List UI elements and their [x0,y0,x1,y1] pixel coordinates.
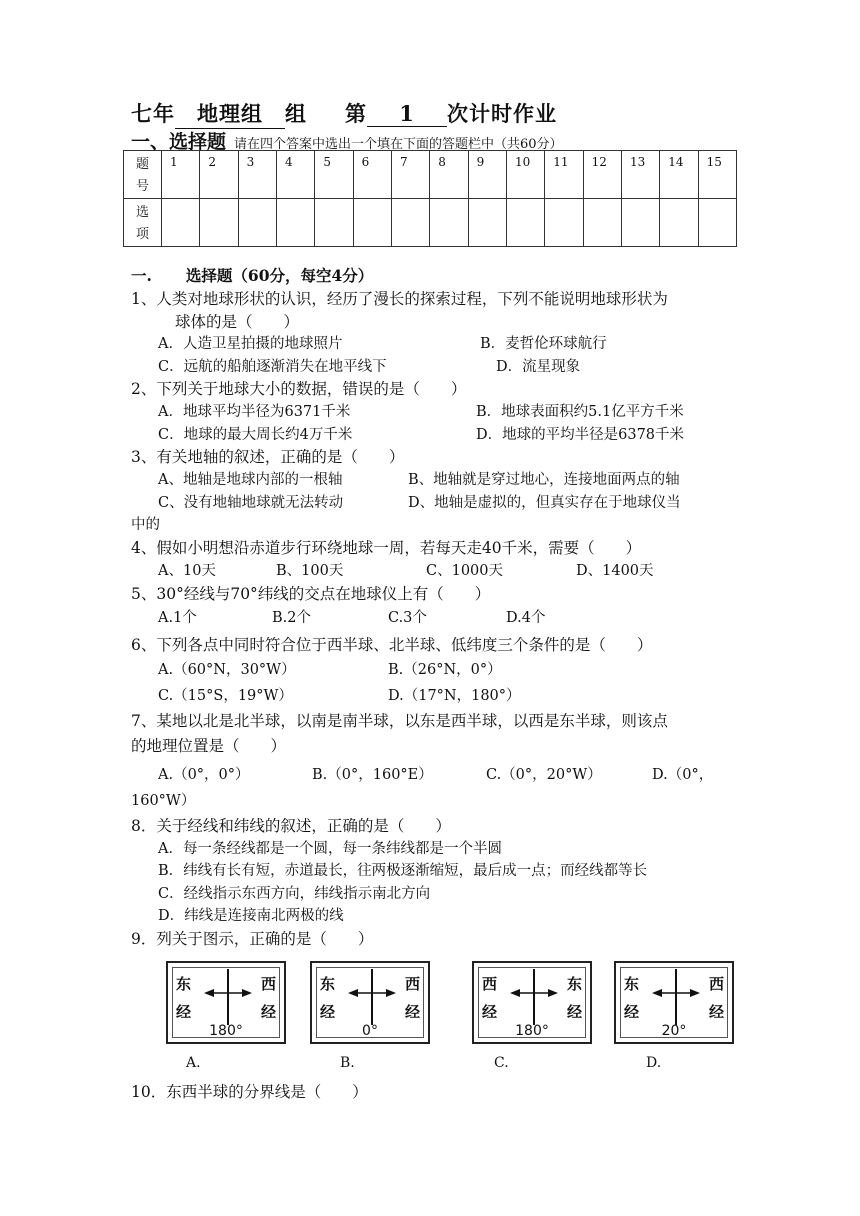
question-3-option-d: D、地轴是虚拟的，但真实存在于地球仪当 [408,495,681,511]
diagram-label-a: A. [186,1055,201,1071]
question-8-option-d: D．纬线是连接南北两极的线 [158,908,344,924]
question-7-stem: 7、某地以北是北半球，以南是南半球，以东是西半球，以西是东半球，则该点 [131,712,668,730]
page-title [131,98,557,129]
answer-number-cell: 13 [621,151,659,199]
question-1-stem: 1、人类对地球形状的认识，经历了漫长的探索过程，下列不能说明地球形状为 [131,290,668,308]
answer-table-option-row [124,199,737,247]
answer-cell[interactable] [583,199,621,247]
answer-cell[interactable] [238,199,276,247]
answer-cell[interactable] [506,199,544,247]
diagram-left-bottom-char: 经 [320,1003,336,1021]
question-6-option-b: B.（26°N，0°） [388,662,502,678]
diagram-degree: 20° [661,1023,687,1039]
diagram-right-bottom-char: 经 [404,1003,420,1021]
longitude-diagram-d [614,961,734,1044]
diagram-right-bottom-char: 经 [260,1003,276,1021]
question-4-option-a: A、10天 [158,563,216,579]
diagram-right-top-char: 东 [566,975,582,993]
diagram-right-top-char: 西 [260,975,276,993]
diagram-left-bottom-char: 经 [176,1003,192,1021]
answer-cell[interactable] [353,199,391,247]
answer-cell[interactable] [660,199,698,247]
question-7-option-c: C.（0°，20°W） [486,767,602,783]
diagram-left-top-char: 东 [176,975,192,993]
answer-cell[interactable] [200,199,238,247]
diagram-degree: 180° [515,1023,549,1039]
question-3-option-a: A、地轴是地球内部的一根轴 [158,472,343,488]
diagram-left-top-char: 西 [482,975,498,993]
title-prefix: 七年 [131,101,175,126]
answer-cell[interactable] [698,199,736,247]
answer-number-cell: 15 [698,151,736,199]
answer-cell[interactable] [545,199,583,247]
longitude-diagram-c [472,961,592,1044]
answer-number-cell: 8 [430,151,468,199]
question-2-stem: 2、下列关于地球大小的数据，错误的是（ ） [131,380,467,398]
question-7-option-b: B.（0°，160°E） [312,767,433,783]
title-suffix: 次计时作业 [447,101,557,126]
answer-number-cell: 3 [238,151,276,199]
diagram-left-top-char: 东 [320,975,336,993]
question-6-stem: 6、下列各点中同时符合位于西半球、北半球、低纬度三个条件的是（ ） [131,636,653,654]
question-8-option-a: A．每一条经线都是一个圆，每一条纬线都是一个半圆 [158,841,502,857]
answer-cell[interactable] [162,199,200,247]
answer-table-number-row [124,151,737,199]
answer-cell[interactable] [468,199,506,247]
answer-number-cell: 6 [353,151,391,199]
diagram-left-bottom-char: 经 [482,1003,498,1021]
diagram-right-top-char: 西 [708,975,724,993]
title-mid: 组 [285,101,307,126]
diagram-label-d: D. [646,1055,662,1071]
longitude-diagram-a [166,961,286,1044]
question-5-option-a: A.1个 [158,610,197,626]
question-6-option-d: D.（17°N，180°） [388,688,521,704]
question-3-option-b: B、地轴就是穿过地心，连接地面两点的轴 [408,472,680,488]
answer-cell[interactable] [391,199,429,247]
question-2-option-b: B．地球表面积约5.1亿平方千米 [476,404,684,420]
question-7-option-d-cont: 160°W） [131,793,196,809]
question-1-option-a: A．人造卫星拍摄的地球照片 [158,336,343,352]
answer-number-cell: 11 [545,151,583,199]
question-2-option-a: A．地球平均半径为6371千米 [158,404,351,420]
question-6-option-c: C.（15°S，19°W） [158,688,293,704]
question-4-option-d: D、1400天 [576,563,654,579]
question-1-stem-cont: 球体的是（ ） [175,313,300,331]
answer-cell[interactable] [430,199,468,247]
diagram-right-bottom-char: 经 [708,1003,724,1021]
question-7-option-a: A.（0°，0°） [158,767,250,783]
answer-cell[interactable] [621,199,659,247]
question-3-option-d-cont: 中的 [131,517,160,533]
answer-number-cell: 1 [162,151,200,199]
question-7-stem-cont: 的地理位置是（ ） [131,737,287,755]
answer-table [123,150,737,247]
section1-heading-text: 一、选择题 [131,131,227,153]
answer-number-cell: 7 [391,151,429,199]
section-heading: 一. 选择题（60分，每空4分） [131,266,374,285]
answer-cell[interactable] [315,199,353,247]
answer-number-cell: 9 [468,151,506,199]
answer-number-cell: 5 [315,151,353,199]
question-8-option-b: B．纬线有长有短，赤道最长，往两极逐渐缩短，最后成一点；而经线都等长 [158,863,648,879]
answer-number-cell: 14 [660,151,698,199]
question-4-option-c: C、1000天 [426,563,503,579]
question-4-option-b: B、100天 [276,563,344,579]
question-6-option-a: A.（60°N，30°W） [158,662,296,678]
answer-number-cell: 12 [583,151,621,199]
title-blank-group: 地理组 [175,98,285,129]
row-label-number: 题 号 [124,151,162,199]
diagram-label-c: C. [494,1055,509,1071]
question-8-option-c: C．经线指示东西方向，纬线指示南北方向 [158,886,431,902]
diagram-degree: 180° [209,1023,243,1039]
question-5-option-c: C.3个 [388,610,427,626]
question-4-stem: 4、假如小明想沿赤道步行环绕地球一周，若每天走40千米，需要（ ） [131,539,642,557]
question-10-stem: 10．东西半球的分界线是（ ） [131,1083,368,1101]
question-1-option-c: C．远航的船舶逐渐消失在地平线下 [158,359,387,375]
question-2-option-d: D．地球的平均半径是6378千米 [476,427,685,443]
diagram-right-top-char: 西 [404,975,420,993]
question-5-option-b: B.2个 [272,610,311,626]
question-7-option-d: D.（0°， [652,767,714,783]
question-5-stem: 5、30°经线与70°纬线的交点在地球仪上有（ ） [131,585,491,603]
answer-number-cell: 10 [506,151,544,199]
question-2-option-c: C．地球的最大周长约4万千米 [158,427,353,443]
longitude-diagram-b [310,961,430,1044]
title-di: 第 [345,101,367,126]
title-blank-number: 1 [367,101,447,127]
answer-number-cell: 4 [276,151,314,199]
section1-note: 请在四个答案中选出一个填在下面的答题栏中（共60分） [234,137,563,152]
diagram-left-top-char: 东 [624,975,640,993]
diagram-label-b: B. [340,1055,355,1071]
question-3-stem: 3、有关地轴的叙述，正确的是（ ） [131,448,405,466]
question-5-option-d: D.4个 [506,610,546,626]
question-8-stem: 8．关于经线和纬线的叙述，正确的是（ ） [131,817,451,835]
question-9-stem: 9．列关于图示，正确的是（ ） [131,930,374,948]
row-label-option: 选 项 [124,199,162,247]
answer-cell[interactable] [276,199,314,247]
diagram-right-bottom-char: 经 [566,1003,582,1021]
question-1-option-d: D．流星现象 [496,359,581,375]
diagram-degree: 0° [362,1023,378,1039]
answer-number-cell: 2 [200,151,238,199]
question-3-option-c: C、没有地轴地球就无法转动 [158,495,344,511]
question-1-option-b: B．麦哲伦环球航行 [480,336,607,352]
diagram-left-bottom-char: 经 [624,1003,640,1021]
